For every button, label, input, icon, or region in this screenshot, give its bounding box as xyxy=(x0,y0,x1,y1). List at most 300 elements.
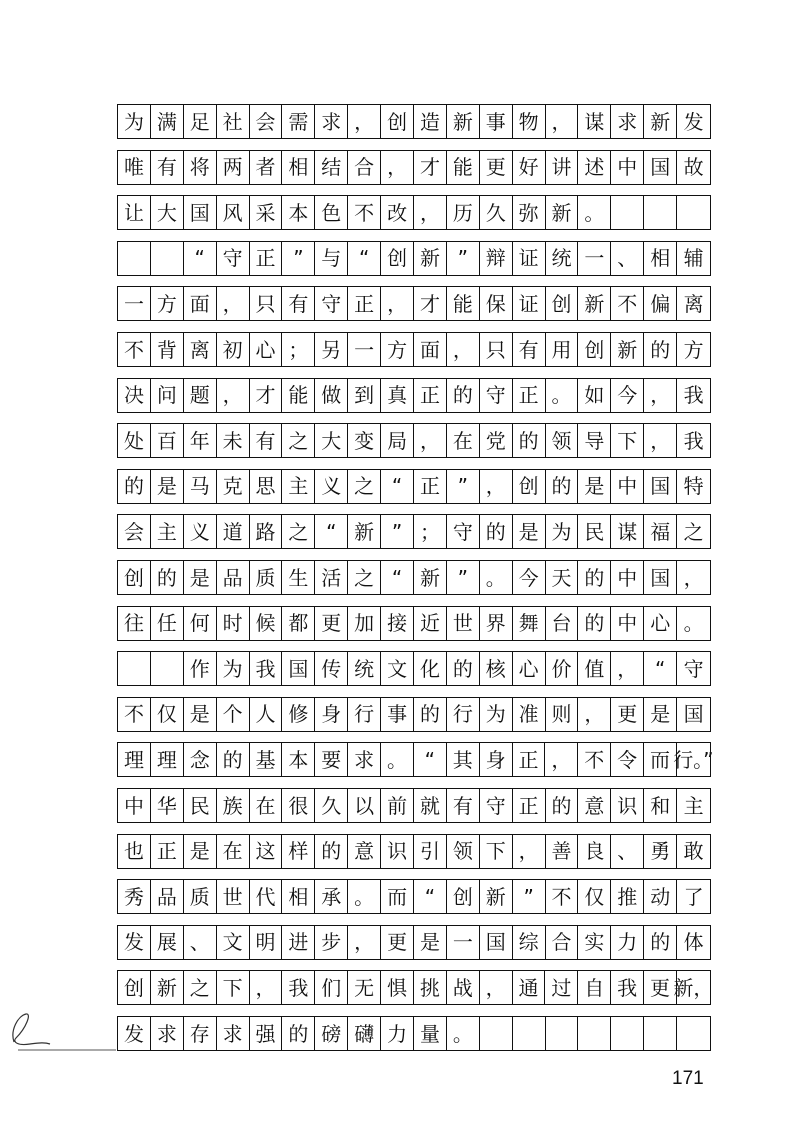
grid-cell: 发 xyxy=(118,926,151,959)
grid-cell: 有 xyxy=(282,287,315,320)
grid-cell: 物 xyxy=(513,105,546,138)
grid-cell: 心 xyxy=(644,607,677,640)
grid-cell: 大 xyxy=(315,424,348,457)
grid-cell: 就 xyxy=(414,789,447,822)
grid-cell: 作 xyxy=(184,652,217,685)
grid-row xyxy=(117,378,711,413)
grid-cell: 我 xyxy=(250,652,283,685)
grid-cell: 为 xyxy=(217,652,250,685)
grid-cell: 。 xyxy=(546,379,579,412)
grid-cell: 中 xyxy=(611,607,644,640)
grid-cell: 基 xyxy=(250,743,283,776)
grid-cell: ， xyxy=(348,105,381,138)
grid-cell: 证 xyxy=(513,242,546,275)
grid-cell: 正 xyxy=(513,789,546,822)
grid-cell: 创 xyxy=(118,561,151,594)
grid-cell: 文 xyxy=(217,926,250,959)
grid-row xyxy=(117,606,711,641)
grid-cell: 未 xyxy=(217,424,250,457)
grid-cell: 是 xyxy=(184,698,217,731)
grid-cell: ， xyxy=(348,926,381,959)
page-number: 171 xyxy=(672,1068,704,1089)
grid-cell: 将 xyxy=(184,151,217,184)
grid-cell: “ xyxy=(381,561,414,594)
grid-row xyxy=(117,104,711,139)
grid-cell xyxy=(118,242,151,275)
grid-cell: 理 xyxy=(151,743,184,776)
grid-cell: 样 xyxy=(282,835,315,868)
grid-cell: 自 xyxy=(578,971,611,1004)
grid-cell: 年 xyxy=(184,424,217,457)
grid-row xyxy=(117,469,711,504)
grid-cell: 色 xyxy=(315,196,348,229)
grid-cell: 特 xyxy=(683,474,704,499)
grid-cell: 心 xyxy=(250,333,283,366)
grid-cell: 之 xyxy=(348,561,381,594)
grid-cell: 新 xyxy=(348,515,381,548)
grid-cell: 事 xyxy=(480,105,513,138)
grid-row xyxy=(117,742,714,777)
grid-cell: 而 xyxy=(644,743,677,776)
grid-cell: 有 xyxy=(250,424,283,457)
grid-cell: 唯 xyxy=(118,151,151,184)
grid-cell: 是 xyxy=(151,470,184,503)
grid-cell: 中 xyxy=(611,470,644,503)
grid-cell: 新 xyxy=(414,561,447,594)
grid-row xyxy=(117,560,711,595)
grid-cell: ” xyxy=(447,242,480,275)
grid-row xyxy=(117,286,711,321)
grid-cell: 我 xyxy=(282,971,315,1004)
grid-cell: 民 xyxy=(578,515,611,548)
grid-cell xyxy=(644,1017,677,1050)
grid-cell: 一 xyxy=(348,333,381,366)
grid-cell: 下 xyxy=(217,971,250,1004)
grid-cell: 之 xyxy=(282,515,315,548)
grid-cell: 主 xyxy=(282,470,315,503)
grid-cell: 正 xyxy=(513,743,546,776)
grid-cell: 离 xyxy=(683,291,704,316)
grid-cell: 马 xyxy=(184,470,217,503)
grid-cell: 也 xyxy=(118,835,151,868)
grid-cell: 背 xyxy=(151,333,184,366)
grid-cell: 者 xyxy=(250,151,283,184)
grid-cell: 界 xyxy=(480,607,513,640)
grid-cell: 求 xyxy=(217,1017,250,1050)
grid-cell: 修 xyxy=(282,698,315,731)
grid-cell: 会 xyxy=(118,515,151,548)
grid-cell: “ xyxy=(315,515,348,548)
grid-cell: 进 xyxy=(282,926,315,959)
grid-cell: 实 xyxy=(578,926,611,959)
grid-cell: 讲 xyxy=(546,151,579,184)
grid-cell: 决 xyxy=(118,379,151,412)
grid-cell: 勇 xyxy=(644,835,677,868)
grid-cell: 引 xyxy=(414,835,447,868)
grid-cell: 证 xyxy=(513,287,546,320)
grid-cell: 的 xyxy=(282,1017,315,1050)
grid-cell: 良 xyxy=(578,835,611,868)
grid-cell xyxy=(546,1017,579,1050)
grid-cell: “ xyxy=(184,242,217,275)
grid-row xyxy=(117,788,711,823)
grid-cell: 求 xyxy=(315,105,348,138)
grid-cell: 不 xyxy=(546,880,579,913)
grid-cell: 道 xyxy=(217,515,250,548)
grid-cell: ” xyxy=(447,470,480,503)
grid-cell: 相 xyxy=(282,151,315,184)
grid-cell: 用 xyxy=(546,333,579,366)
grid-cell: 很 xyxy=(282,789,315,822)
grid-cell: 正 xyxy=(250,242,283,275)
grid-cell: 的 xyxy=(480,515,513,548)
grid-cell: 的 xyxy=(151,561,184,594)
grid-cell: 任 xyxy=(151,607,184,640)
grid-cell: 新 xyxy=(414,242,447,275)
grid-cell: 值 xyxy=(578,652,611,685)
grid-cell: 是 xyxy=(513,515,546,548)
grid-cell: 、 xyxy=(184,926,217,959)
grid-cell: 更 xyxy=(381,926,414,959)
grid-cell: 国 xyxy=(644,470,677,503)
grid-cell: ， xyxy=(611,652,644,685)
grid-cell: 价 xyxy=(546,652,579,685)
grid-cell: 何 xyxy=(184,607,217,640)
grid-cell: ， xyxy=(513,835,546,868)
grid-cell: 的 xyxy=(513,424,546,457)
grid-cell: ， xyxy=(480,971,513,1004)
grid-cell: 有 xyxy=(513,333,546,366)
grid-cell: 到 xyxy=(348,379,381,412)
grid-cell xyxy=(151,242,184,275)
grid-cell: 。 xyxy=(578,196,611,229)
grid-cell: 时 xyxy=(217,607,250,640)
grid-cell: ， xyxy=(414,196,447,229)
grid-row xyxy=(117,834,711,869)
grid-cell: 正 xyxy=(414,470,447,503)
grid-cell: 中 xyxy=(611,151,644,184)
grid-cell: 近 xyxy=(414,607,447,640)
grid-cell: 辩 xyxy=(480,242,513,275)
grid-cell: ； xyxy=(414,515,447,548)
grid-row xyxy=(117,195,711,230)
grid-cell: 和 xyxy=(644,789,677,822)
grid-cell: 新 xyxy=(644,105,677,138)
grid-cell: 是 xyxy=(184,835,217,868)
grid-row xyxy=(117,970,714,1005)
grid-cell: 生 xyxy=(282,561,315,594)
grid-cell: 的 xyxy=(447,379,480,412)
grid-cell: 发 xyxy=(118,1017,151,1050)
grid-cell: 历 xyxy=(447,196,480,229)
grid-cell: 能 xyxy=(447,151,480,184)
grid-cell: 识 xyxy=(381,835,414,868)
grid-cell: 面 xyxy=(414,333,447,366)
grid-cell: 守 xyxy=(217,242,250,275)
grid-cell xyxy=(118,652,151,685)
grid-cell: 力 xyxy=(381,1017,414,1050)
grid-cell: 行。” xyxy=(673,747,714,772)
grid-cell: 往 xyxy=(118,607,151,640)
grid-cell: 久 xyxy=(315,789,348,822)
grid-cell: 推 xyxy=(611,880,644,913)
grid-cell: 新 xyxy=(546,196,579,229)
grid-cell: 、 xyxy=(611,242,644,275)
grid-cell: 局 xyxy=(381,424,414,457)
grid-cell: 相 xyxy=(282,880,315,913)
grid-row xyxy=(117,879,711,914)
grid-cell: 思 xyxy=(250,470,283,503)
grid-cell: 的 xyxy=(644,926,677,959)
grid-cell: ， xyxy=(480,470,513,503)
grid-cell: 求 xyxy=(151,1017,184,1050)
grid-cell: 不 xyxy=(118,333,151,366)
grid-cell: 不 xyxy=(348,196,381,229)
grid-cell: ， xyxy=(546,105,579,138)
grid-cell: 都 xyxy=(282,607,315,640)
grid-cell: 意 xyxy=(348,835,381,868)
grid-cell: 在 xyxy=(250,789,283,822)
grid-cell: 中 xyxy=(611,561,644,594)
grid-cell: 质 xyxy=(184,880,217,913)
grid-cell: ” xyxy=(513,880,546,913)
grid-cell: 一 xyxy=(118,287,151,320)
grid-cell: 要 xyxy=(315,743,348,776)
grid-cell: 强 xyxy=(250,1017,283,1050)
grid-cell: 风 xyxy=(217,196,250,229)
grid-cell: 守 xyxy=(315,287,348,320)
grid-row xyxy=(117,651,711,686)
grid-cell: 今 xyxy=(611,379,644,412)
grid-cell: 本 xyxy=(282,743,315,776)
grid-cell: 需 xyxy=(282,105,315,138)
grid-cell: 统 xyxy=(348,652,381,685)
grid-cell: 世 xyxy=(447,607,480,640)
grid-cell: 创 xyxy=(118,971,151,1004)
grid-cell: 。 xyxy=(348,880,381,913)
grid-cell: 。 xyxy=(447,1017,480,1050)
grid-cell: 识 xyxy=(611,789,644,822)
grid-cell: 力 xyxy=(611,926,644,959)
grid-cell: 加 xyxy=(348,607,381,640)
grid-cell: 有 xyxy=(447,789,480,822)
grid-cell: 舞 xyxy=(513,607,546,640)
grid-cell: 活 xyxy=(315,561,348,594)
grid-cell: 的 xyxy=(217,743,250,776)
grid-cell: 的 xyxy=(118,470,151,503)
grid-cell: ； xyxy=(282,333,315,366)
grid-cell: 过 xyxy=(545,971,578,1004)
grid-cell: 守 xyxy=(480,789,513,822)
grid-cell: 通 xyxy=(513,971,546,1004)
grid-cell: 核 xyxy=(480,652,513,685)
grid-cell: 体 xyxy=(683,930,704,955)
grid-cell: 仅 xyxy=(578,880,611,913)
grid-cell: 我 xyxy=(683,383,704,408)
grid-cell: 国 xyxy=(282,652,315,685)
grid-cell: 之 xyxy=(348,470,381,503)
grid-cell: 才 xyxy=(414,287,447,320)
grid-cell: 量 xyxy=(414,1017,447,1050)
grid-cell: “ xyxy=(381,470,414,503)
grid-cell: ” xyxy=(447,561,480,594)
grid-cell: 谋 xyxy=(611,515,644,548)
grid-cell: 步 xyxy=(315,926,348,959)
grid-cell: 谋 xyxy=(578,105,611,138)
pen-signature-icon xyxy=(4,1008,116,1056)
grid-cell: 真 xyxy=(381,379,414,412)
grid-row xyxy=(117,241,711,276)
grid-row xyxy=(117,332,711,367)
grid-cell: 合 xyxy=(546,926,579,959)
grid-cell: “ xyxy=(414,880,447,913)
grid-cell: 。 xyxy=(683,611,704,636)
grid-cell: 创 xyxy=(381,242,414,275)
grid-cell: 领 xyxy=(447,835,480,868)
grid-cell: 天 xyxy=(546,561,579,594)
grid-cell: ， xyxy=(250,971,283,1004)
grid-cell: ， xyxy=(414,424,447,457)
grid-cell: 与 xyxy=(315,242,348,275)
grid-cell: 正 xyxy=(151,835,184,868)
grid-cell: 克 xyxy=(217,470,250,503)
grid-cell: 以 xyxy=(348,789,381,822)
grid-cell: 身 xyxy=(480,743,513,776)
grid-cell: 相 xyxy=(644,242,677,275)
grid-cell: 善 xyxy=(546,835,579,868)
grid-cell: 人 xyxy=(250,698,283,731)
grid-cell: 秀 xyxy=(118,880,151,913)
grid-cell: 存 xyxy=(184,1017,217,1050)
grid-cell: 新 xyxy=(480,880,513,913)
grid-cell: 故 xyxy=(683,155,704,180)
grid-cell: 国 xyxy=(184,196,217,229)
grid-cell: 造 xyxy=(414,105,447,138)
grid-cell: 路 xyxy=(250,515,283,548)
grid-cell: 世 xyxy=(217,880,250,913)
grid-cell: 偏 xyxy=(644,287,677,320)
grid-cell: ， xyxy=(381,151,414,184)
grid-cell: 为 xyxy=(118,105,151,138)
grid-cell: 的 xyxy=(447,652,480,685)
grid-cell: ， xyxy=(578,698,611,731)
grid-row xyxy=(117,423,711,458)
grid-cell: 述 xyxy=(578,151,611,184)
grid-cell: 初 xyxy=(217,333,250,366)
grid-cell: 弥 xyxy=(513,196,546,229)
grid-cell: 只 xyxy=(250,287,283,320)
grid-cell: 理 xyxy=(118,743,151,776)
grid-cell: 不 xyxy=(118,698,151,731)
grid-cell: 不 xyxy=(611,287,644,320)
grid-cell: 一 xyxy=(578,242,611,275)
grid-cell: 方 xyxy=(151,287,184,320)
grid-cell: 国 xyxy=(480,926,513,959)
grid-cell: 中 xyxy=(118,789,151,822)
grid-cell: 处 xyxy=(118,424,151,457)
grid-cell: 们 xyxy=(315,971,348,1004)
grid-cell: 下 xyxy=(611,424,644,457)
grid-cell: 导 xyxy=(578,424,611,457)
grid-cell: 辅 xyxy=(683,246,704,271)
grid-cell: “ xyxy=(348,242,381,275)
grid-cell: 。 xyxy=(480,561,513,594)
grid-cell: 能 xyxy=(282,379,315,412)
grid-cell: 展 xyxy=(151,926,184,959)
grid-cell: 战 xyxy=(447,971,480,1004)
grid-cell xyxy=(513,1017,546,1050)
grid-cell: 候 xyxy=(250,607,283,640)
grid-row xyxy=(117,514,711,549)
grid-cell: 意 xyxy=(578,789,611,822)
grid-cell xyxy=(611,1017,644,1050)
grid-cell: 面 xyxy=(184,287,217,320)
grid-cell: 民 xyxy=(184,789,217,822)
grid-cell: 义 xyxy=(184,515,217,548)
grid-cell: 创 xyxy=(381,105,414,138)
grid-cell: 的 xyxy=(546,789,579,822)
grid-cell: 是 xyxy=(414,926,447,959)
grid-cell: 前 xyxy=(381,789,414,822)
grid-cell: 才 xyxy=(414,151,447,184)
grid-cell: 令 xyxy=(611,743,644,776)
grid-cell: 主 xyxy=(683,793,704,818)
grid-cell: 之 xyxy=(282,424,315,457)
grid-cell: 做 xyxy=(315,379,348,412)
grid-cell: 更 xyxy=(315,607,348,640)
grid-cell: 华 xyxy=(151,789,184,822)
grid-cell: 合 xyxy=(348,151,381,184)
grid-cell: 代 xyxy=(250,880,283,913)
grid-cell: 让 xyxy=(118,196,151,229)
grid-cell: ” xyxy=(381,515,414,548)
grid-cell: 心 xyxy=(513,652,546,685)
grid-cell: 社 xyxy=(217,105,250,138)
grid-cell: 的 xyxy=(578,607,611,640)
grid-cell: 创 xyxy=(447,880,480,913)
grid-cell: 新， xyxy=(673,975,714,1000)
grid-cell: 敢 xyxy=(683,839,704,864)
grid-cell: 能 xyxy=(447,287,480,320)
grid-cell: ， xyxy=(545,743,578,776)
grid-cell: 新 xyxy=(611,333,644,366)
grid-cell: 我 xyxy=(611,971,644,1004)
grid-cell: 更 xyxy=(480,151,513,184)
grid-cell: 事 xyxy=(381,698,414,731)
grid-cell: 为 xyxy=(546,515,579,548)
grid-cell: 个 xyxy=(217,698,250,731)
grid-cell: 的 xyxy=(546,470,579,503)
grid-cell: 的 xyxy=(414,698,447,731)
grid-row xyxy=(117,1016,711,1051)
grid-cell: 国 xyxy=(644,561,677,594)
grid-cell: 方 xyxy=(683,337,704,362)
grid-cell: 新 xyxy=(578,287,611,320)
grid-cell: 是 xyxy=(578,470,611,503)
grid-cell: 正 xyxy=(513,379,546,412)
grid-cell: 求 xyxy=(611,105,644,138)
grid-cell: 为 xyxy=(480,698,513,731)
grid-row xyxy=(117,925,711,960)
grid-cell: 这 xyxy=(250,835,283,868)
grid-cell: 主 xyxy=(151,515,184,548)
grid-cell: 另 xyxy=(315,333,348,366)
grid-cell: 才 xyxy=(250,379,283,412)
grid-cell: 无 xyxy=(348,971,381,1004)
grid-cell: 族 xyxy=(217,789,250,822)
grid-cell: 正 xyxy=(414,379,447,412)
grid-cell: 动 xyxy=(644,880,677,913)
